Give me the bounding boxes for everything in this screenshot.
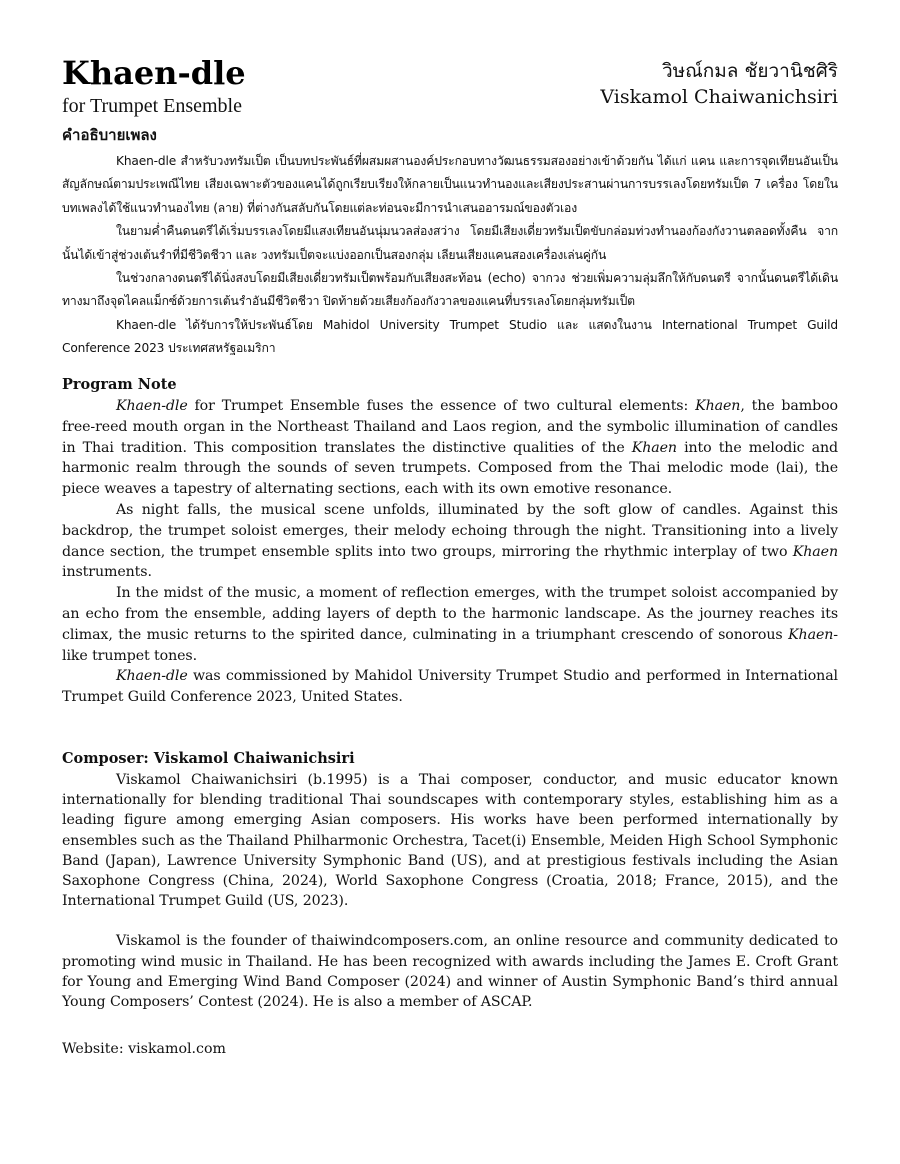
piece-title: Khaen-dle: [62, 54, 246, 92]
text-run: for Trumpet Ensemble fuses the essence of two cultural elements:: [187, 398, 696, 414]
composer-bio-heading: Composer: Viskamol Chaiwanichsiri: [62, 750, 355, 767]
paragraph-spacer: [62, 911, 838, 931]
text-run: was commissioned by Mahidol University Trumpet Studio and performed in International Trumpet Guild Conference 2023, United States.: [62, 668, 838, 706]
text-run: instruments.: [62, 564, 152, 581]
italic-term: Khaen: [792, 543, 838, 560]
english-program-note: [62, 374, 838, 708]
italic-title: Khaen-dle: [116, 398, 188, 414]
text-run: -like trumpet tones.: [62, 626, 838, 664]
thai-paragraph: ในช่วงกลางดนตรีได้นิ่งสงบโดยมีเสียงเดี่ยวทรัมเป็ตพร้อมกับเสียงสะท้อน (echo) จากวง ช่วยเพิ่มความลุ่มลึกให้กับดนตรี จากนั้นดนตรีได้เดินทางมาถึงจุดไคลแม็กซ์ด้วยการเต้นรำอันมีชีวิตชีวา ปิดท้ายด้วยเสียงก้องกังวาลของแคนที่บรรเลงโดยกลุ่มทรัมเป็ต: [62, 271, 838, 309]
italic-title: Khaen-dle: [116, 668, 188, 685]
italic-term: Khaen: [788, 626, 834, 643]
program-note-paragraph: [62, 500, 838, 583]
bio-paragraph: Viskamol is the founder of thaiwindcomposers.com, an online resource and community dedicated to promoting wind music in Thailand. He has been recognized with awards including the James E. Croft Grant for Young and Emerging Wind Band Composer (2024) and winner of Austin Symphonic Band’s third annual Young Composers’ Contest (2024). He is also a member of ASCAP.: [62, 933, 838, 1011]
thai-paragraph: ในยามค่ำคืนดนตรีได้เริ่มบรรเลงโดยมีแสงเทียนอันนุ่มนวลส่องสว่าง โดยมีเสียงเดี่ยวทรัมเป็ตขับกล่อมท่วงทำนองก้องกังวานตลอดทั้งคืน จากนั้นได้เข้าสู่ช่วงเต้นรำที่มีชีวิตชีวา และ วงทรัมเป็ตจะแบ่งออกเป็นสองกลุ่ม เลียนเสียงแคนสองเครื่องเล่นคู่กัน: [62, 224, 838, 262]
text-run: As night falls, the musical scene unfolds, illuminated by the soft glow of candles. Against this backdrop, the trumpet soloist emerges, their melody echoing through the night. Transitioning into a lively dance section, the trumpet ensemble splits into two groups, mirroring the rhythmic interplay of two: [62, 501, 838, 560]
text-run: into the melodic and harmonic realm through the sounds of seven trumpets. Composed from the Thai melodic mode (lai), the piece weaves a tapestry of alternating sections, each with its own emotive resonance.: [62, 439, 838, 498]
composer-name-thai: วิษณ์กมล ชัยวานิชศิริ: [661, 60, 838, 82]
program-note-paragraph: [62, 583, 838, 666]
program-note-paragraph: [62, 396, 838, 500]
thai-paragraph: Khaen-dle สำหรับวงทรัมเป็ต เป็นบทประพันธ์ที่ผสมผสานองค์ประกอบทางวัฒนธรรมสองอย่างเข้าด้วยกัน ได้แก่ แคน และการจุดเทียนอันเป็นสัญลักษณ์ตามประเพณีไทย เสียงเฉพาะตัวของแคนได้ถูกเรียบเรียงให้กลายเป็นแนวทำนองและเสียงประสานผ่านการบรรเลงโดยทรัมเป็ต 7 เครื่อง โดยในบทเพลงได้ใช้แนวทำนองไทย (ลาย) ที่ต่างกันสลับกันโดยแต่ละท่อนจะมีการนำเสนออารมณ์ของตัวเอง: [62, 154, 838, 215]
website-line: Website: viskamol.com: [62, 1041, 226, 1057]
program-note-paragraph: [62, 666, 838, 708]
score-page: [62, 0, 838, 1164]
composer-name-english: Viskamol Chaiwanichsiri: [600, 86, 838, 108]
thai-program-note: [62, 124, 838, 361]
program-note-heading: Program Note: [62, 376, 177, 393]
italic-term: Khaen: [695, 398, 741, 414]
page-header: [62, 52, 838, 132]
text-run: , the bamboo free-reed mouth organ in the Northeast Thailand and Laos region, and the symbolic illumination of candles in Thai tradition. This composition translates the distinctive qualities of the: [62, 398, 838, 456]
italic-term: Khaen: [631, 439, 677, 456]
text-run: In the midst of the music, a moment of reflection emerges, with the trumpet soloist accompanied by an echo from the ensemble, adding layers of depth to the harmonic landscape. As the journey reaches its climax, the music returns to the spirited dance, culminating in a triumphant crescendo of sonorous: [62, 585, 838, 643]
piece-subtitle: for Trumpet Ensemble: [62, 95, 242, 117]
thai-note-heading: คำอธิบายเพลง: [62, 126, 157, 144]
composer-bio: [62, 748, 838, 1012]
bio-paragraph: Viskamol Chaiwanichsiri (b.1995) is a Thai composer, conductor, and music educator known internationally for blending traditional Thai soundscapes with contemporary styles, establishing him as a leading figure among emerging Asian composers. His works have been performed internationally by ensembles such as the Thailand Philharmonic Orchestra, Tacet(i) Ensemble, Meiden High School Symphonic Band (Japan), Lawrence University Symphonic Band (US), and at prestigious festivals including the Asian Saxophone Congress (China, 2024), World Saxophone Congress (Croatia, 2018; France, 2015), and the International Trumpet Guild (US, 2023).: [62, 772, 838, 910]
thai-paragraph: Khaen-dle ได้รับการให้ประพันธ์โดย Mahidol University Trumpet Studio และ แสดงในงาน International Trumpet Guild Conference 2023 ประเทศสหรัฐอเมริกา: [62, 317, 838, 356]
